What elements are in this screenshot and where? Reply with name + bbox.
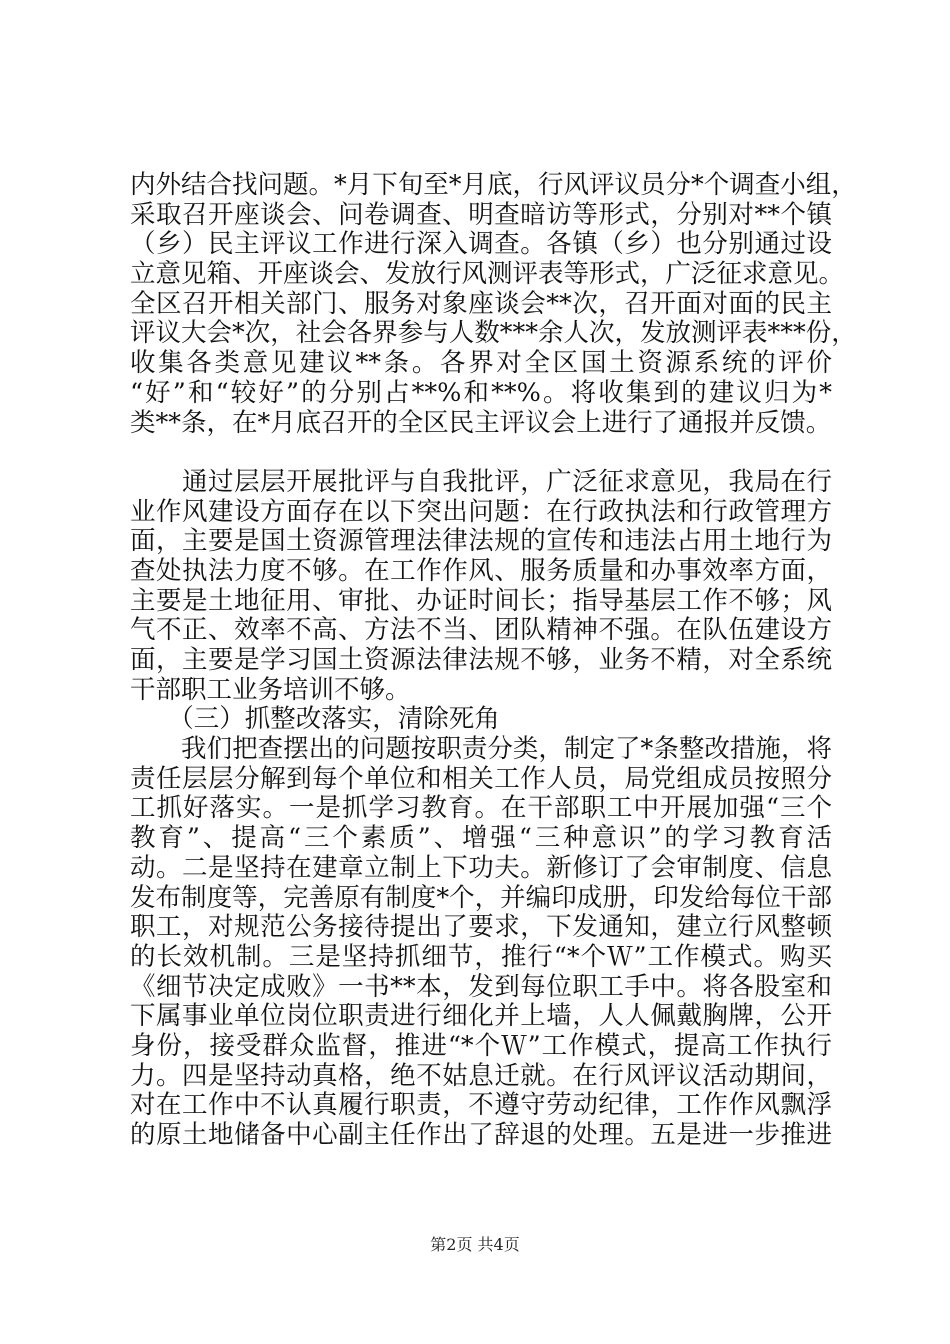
text-line: 的原土地储备中心副主任作出了辞退的处理。五是进一步推进 — [130, 1120, 832, 1150]
text-line: 力。四是坚持动真格，绝不姑息迁就。在行风评议活动期间， — [130, 1060, 832, 1091]
text-line: “好”和“较好”的分别占**%和**%。将收集到的建议归为* — [130, 377, 832, 408]
text-line: 责任层层分解到每个单位和相关工作人员，局党组成员按照分 — [130, 763, 832, 794]
page-number-footer: 第2页 共4页 — [430, 1235, 520, 1254]
text-line: 内外结合找问题。*月下旬至*月底，行风评议员分*个调查小组， — [130, 170, 857, 200]
text-line: 评议大会*次，社会各界参与人数***余人次，发放测评表***份， — [130, 318, 857, 349]
text-line: 下属事业单位岗位职责进行细化并上墙，人人佩戴胸牌，公开 — [130, 1001, 832, 1032]
text-line: 职工，对规范公务接待提出了要求，下发通知，建立行风整顿 — [130, 912, 832, 943]
text-line: （乡）民主评议工作进行深入调查。各镇（乡）也分别通过设 — [130, 229, 832, 260]
text-line: 身份，接受群众监督，推进“*个Ｗ”工作模式，提高工作执行 — [130, 1030, 832, 1061]
text-line: 《细节决定成败》一书**本，发到每位职工手中。将各股室和 — [130, 971, 832, 1002]
text-line: 工抓好落实。一是抓学习教育。在干部职工中开展加强“三个 — [130, 793, 832, 824]
paragraph-2 — [130, 468, 832, 706]
text-line: 查处执法力度不够。在工作作风、服务质量和办事效率方面， — [130, 555, 832, 586]
text-line: 全区召开相关部门、服务对象座谈会**次，召开面对面的民主 — [130, 288, 832, 319]
text-line: 我们把查摆出的问题按职责分类，制定了*条整改措施，将 — [130, 734, 832, 765]
text-line: 的长效机制。三是坚持抓细节，推行“*个Ｗ”工作模式。购买 — [130, 941, 832, 972]
text-line: 采取召开座谈会、问卷调查、明查暗访等形式，分别对**个镇 — [130, 199, 832, 230]
text-line: 通过层层开展批评与自我批评，广泛征求意见，我局在行 — [130, 466, 832, 497]
text-line: 干部职工业务培训不够。 — [130, 674, 411, 705]
text-line: 对在工作中不认真履行职责，不遵守劳动纪律，工作作风飘浮 — [130, 1090, 832, 1121]
text-line: 动。二是坚持在建章立制上下功夫。新修订了会审制度、信息 — [130, 852, 832, 883]
section-heading: （三）抓整改落实，清除死角 — [130, 704, 500, 735]
paragraph-1 — [130, 170, 857, 438]
text-line: 面，主要是学习国土资源法律法规不够，业务不精，对全系统 — [130, 645, 832, 675]
paragraph-gap — [130, 438, 832, 468]
document-body — [130, 170, 857, 1151]
text-line: 发布制度等，完善原有制度*个，并编印成册，印发给每位干部 — [130, 882, 832, 913]
text-line: 教育”、提高“三个素质”、增强“三种意识”的学习教育活 — [130, 823, 832, 854]
text-line: 收集各类意见建议**条。各界对全区国土资源系统的评价 — [130, 348, 832, 379]
text-line: 立意见箱、开座谈会、发放行风测评表等形式，广泛征求意见。 — [130, 259, 845, 290]
text-line: 气不正、效率不高、方法不当、团队精神不强。在队伍建设方 — [130, 615, 832, 646]
paragraph-3 — [130, 735, 832, 1151]
text-line: 面，主要是国土资源管理法律法规的宣传和违法占用土地行为 — [130, 526, 832, 557]
text-line: 业作风建设方面存在以下突出问题：在行政执法和行政管理方 — [130, 496, 832, 527]
text-line: 类**条，在*月底召开的全区民主评议会上进行了通报并反馈。 — [130, 407, 832, 438]
text-line: 主要是土地征用、审批、办证时间长；指导基层工作不够；风 — [130, 585, 832, 616]
